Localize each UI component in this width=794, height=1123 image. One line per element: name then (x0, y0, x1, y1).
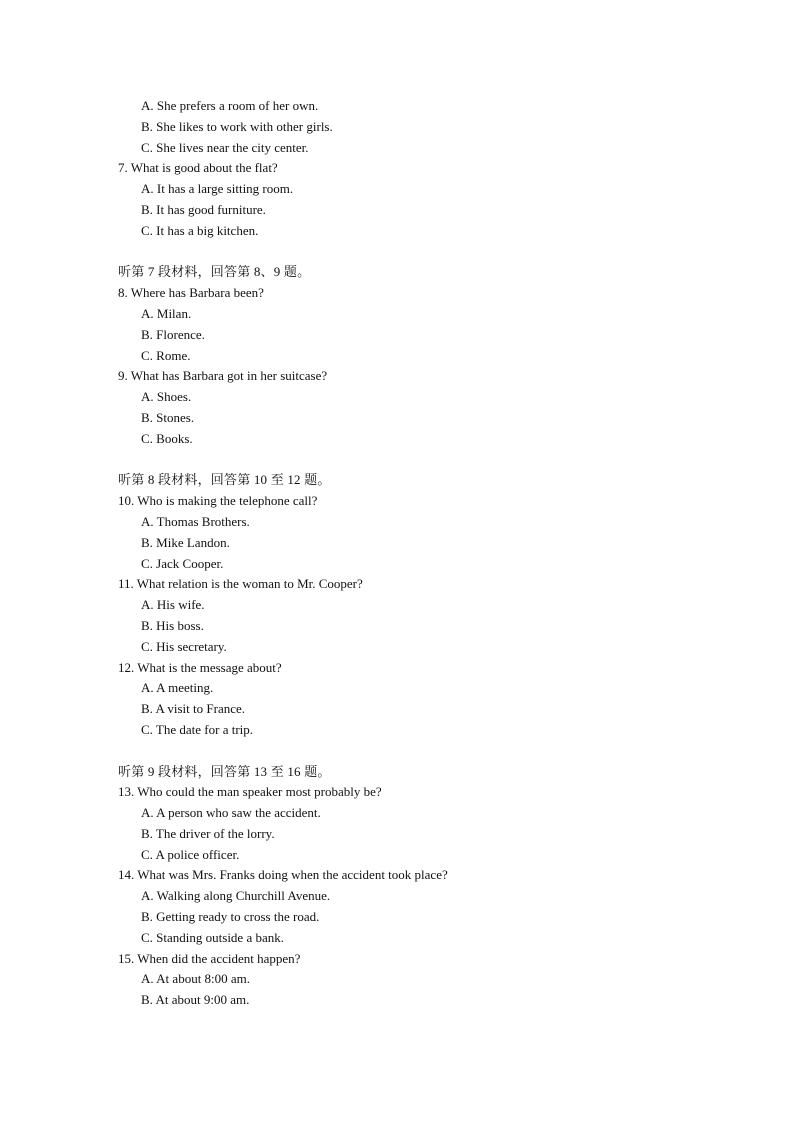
answer-option: A. His wife. (141, 597, 205, 613)
answer-option: C. Jack Cooper. (141, 555, 224, 571)
question-text: 10. Who is making the telephone call? (118, 493, 318, 509)
question-text: 13. Who could the man speaker most probably be? (118, 784, 382, 800)
answer-option: C. Standing outside a bank. (141, 929, 284, 945)
answer-option: A. Shoes. (141, 389, 192, 405)
answer-option: A. Milan. (141, 305, 192, 321)
question-text: 8. Where has Barbara been? (118, 285, 264, 301)
section-heading: 听第 8 段材料，回答第 10 至 12 题。 (118, 472, 331, 488)
answer-option: A. A person who saw the accident. (141, 805, 321, 821)
answer-option: B. The driver of the lorry. (141, 825, 275, 841)
answer-option: A. At about 8:00 am. (141, 971, 251, 987)
answer-option: B. Getting ready to cross the road. (141, 909, 320, 925)
answer-option: B. Mike Landon. (141, 534, 230, 550)
answer-option: B. She likes to work with other girls. (141, 118, 333, 134)
answer-option: A. A meeting. (141, 680, 214, 696)
section-spacer (118, 450, 718, 471)
question-text: 11. What relation is the woman to Mr. Cooper? (118, 576, 363, 592)
answer-option: C. The date for a trip. (141, 721, 254, 737)
question-list (118, 96, 718, 1011)
answer-option: C. Books. (141, 430, 193, 446)
answer-option: A. It has a large sitting room. (141, 181, 294, 197)
answer-option: A. Thomas Brothers. (141, 513, 250, 529)
answer-option: B. A visit to France. (141, 701, 245, 717)
section-heading: 听第 9 段材料，回答第 13 至 16 题。 (118, 763, 331, 779)
section-heading: 听第 7 段材料，回答第 8、9 题。 (118, 264, 311, 280)
section-spacer (118, 741, 718, 762)
answer-option: A. She prefers a room of her own. (141, 98, 319, 113)
answer-option: B. It has good furniture. (141, 201, 266, 217)
question-text: 14. What was Mrs. Franks doing when the accident took place? (118, 867, 448, 883)
answer-option: B. Florence. (141, 326, 205, 342)
answer-option: C. Rome. (141, 347, 191, 363)
answer-option: B. At about 9:00 am. (141, 992, 250, 1008)
question-text: 12. What is the message about? (118, 659, 282, 675)
question-text: 7. What is good about the flat? (118, 160, 278, 176)
question-text: 9. What has Barbara got in her suitcase? (118, 368, 328, 384)
answer-option: B. His boss. (141, 617, 204, 633)
question-text: 15. When did the accident happen? (118, 950, 301, 966)
answer-option: C. It has a big kitchen. (141, 222, 259, 238)
answer-option: A. Walking along Churchill Avenue. (141, 888, 331, 904)
answer-option: C. She lives near the city center. (141, 139, 309, 155)
answer-option: B. Stones. (141, 409, 195, 425)
section-spacer (118, 242, 718, 263)
answer-option: C. A police officer. (141, 846, 240, 862)
answer-option: C. His secretary. (141, 638, 227, 654)
